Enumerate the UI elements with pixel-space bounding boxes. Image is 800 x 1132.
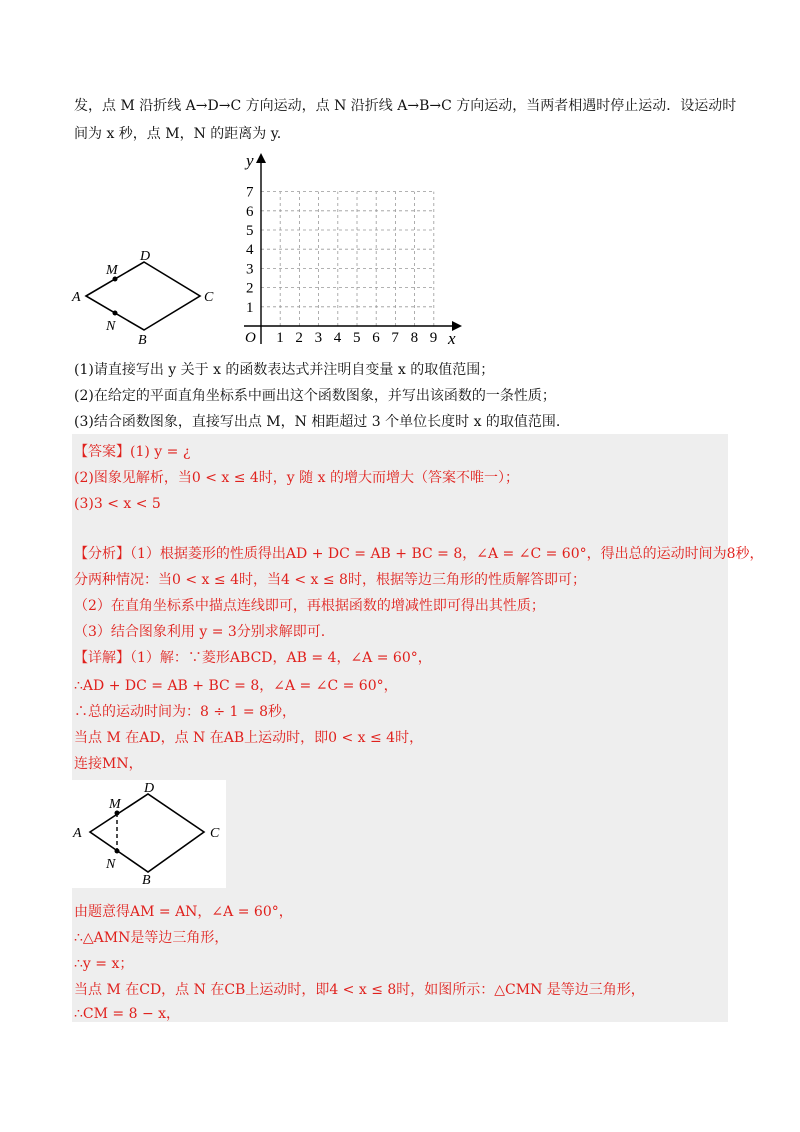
y-axis-label: y [246,151,254,170]
origin-label: O [245,330,256,346]
analysis-line-3: （2）在直角坐标系中描点连线即可，再根据函数的增减性即可得出其性质； [74,598,545,614]
problem-line-2: 间为 x 秒，点 M，N 的距离为 y. [74,126,282,142]
x-axis-label: x [448,329,456,348]
problem-line-1: 发，点 M 沿折线 A→D→C 方向运动，点 N 沿折线 A→B→C 方向运动，当两者相遇时停止运动．设运动时 [74,98,737,114]
answer-line-1: 【答案】(1) y = ¿ [74,444,191,460]
rhombus-figure [68,244,218,344]
x-tick-label: 4 [333,330,342,346]
question-1: (1)请直接写出 y 关于 x 的函数表达式并注明自变量 x 的取值范围； [74,362,495,378]
question-3: (3)结合函数图象，直接写出点 M，N 相距超过 3 个单位长度时 x 的取值范围. [74,414,561,430]
label-c-2: C [210,826,220,841]
answer-line-3: (3)3 < x < 5 [74,496,161,512]
x-tick-label: 3 [314,330,323,346]
detail-line-2: ∴AD + DC = AB + BC = 8，∠A = ∠C = 60°， [74,678,398,694]
detail2-line-4: 当点 M 在CD，点 N 在CB上运动时，即4 < x ≤ 8时，如图所示：△CMN 是等边三角形， [74,982,645,998]
y-tick-label: 3 [246,261,254,278]
label-b: B [138,333,147,344]
x-tick-label: 8 [410,330,419,346]
label-a: A [72,290,81,305]
analysis-line-1: 【分析】（1）根据菱形的性质得出AD + DC = AB + BC = 8，∠A = ∠C = 60°，得出总的运动时间为8秒， [74,546,764,562]
y-tick-label: 4 [246,242,254,259]
detail-line-5: 连接MN， [74,756,143,772]
detail2-line-3: ∴y = x； [74,956,134,972]
label-n: N [106,319,116,334]
answer-line-2: (2)图象见解析，当0 < x ≤ 4时，y 随 x 的增大而增大（答案不唯一）； [74,470,519,486]
rhombus-outline [86,262,200,330]
analysis-line-4: （3）结合图象利用 y = 3分别求解即可. [74,624,326,640]
label-d-2: D [144,781,155,796]
label-m-2: M [109,797,121,812]
analysis-line-2: 分两种情况：当0 < x ≤ 4时，当4 < x ≤ 8时，根据等边三角形的性质解答即可； [74,572,586,588]
detail-line-4: 当点 M 在AD，点 N 在AB上运动时，即0 < x ≤ 4时， [74,730,424,746]
x-tick-label: 6 [372,330,380,346]
y-tick-label: 6 [246,203,254,220]
x-tick-label: 9 [429,330,438,346]
rhombus-mn-figure [72,780,226,888]
label-m: M [106,263,118,278]
y-axis-arrow [256,153,266,163]
detail-line-3: ∴总的运动时间为：8 ÷ 1 = 8秒， [74,704,296,720]
y-tick-label: 2 [246,280,254,297]
x-tick-labels [276,330,437,346]
detail2-line-2: ∴△AMN是等边三角形， [74,930,229,946]
grid-lines [261,192,434,326]
y-tick-label: 7 [246,184,254,201]
label-n-2: N [106,857,116,872]
x-tick-label: 7 [391,330,399,346]
y-tick-labels [246,185,254,316]
point-n-2 [115,849,120,854]
detail2-line-5: ∴CM = 8 − x， [74,1006,181,1022]
point-n [113,311,118,316]
coordinate-grid [236,148,472,348]
label-a-2: A [73,826,82,841]
y-tick-label: 1 [246,299,254,316]
label-d: D [140,249,151,264]
x-tick-label: 2 [295,330,303,346]
y-tick-label: 5 [246,223,254,239]
x-tick-label: 1 [276,330,284,346]
question-2: (2)在给定的平面直角坐标系中画出这个函数图象，并写出该函数的一条性质； [74,388,556,404]
label-c: C [204,290,214,305]
detail2-line-1: 由题意得AM = AN，∠A = 60°， [74,904,293,920]
detail-line-1: 【详解】（1）解：∵菱形ABCD，AB = 4，∠A = 60°， [74,650,432,666]
x-tick-label: 5 [353,330,361,346]
label-b-2: B [142,873,151,888]
